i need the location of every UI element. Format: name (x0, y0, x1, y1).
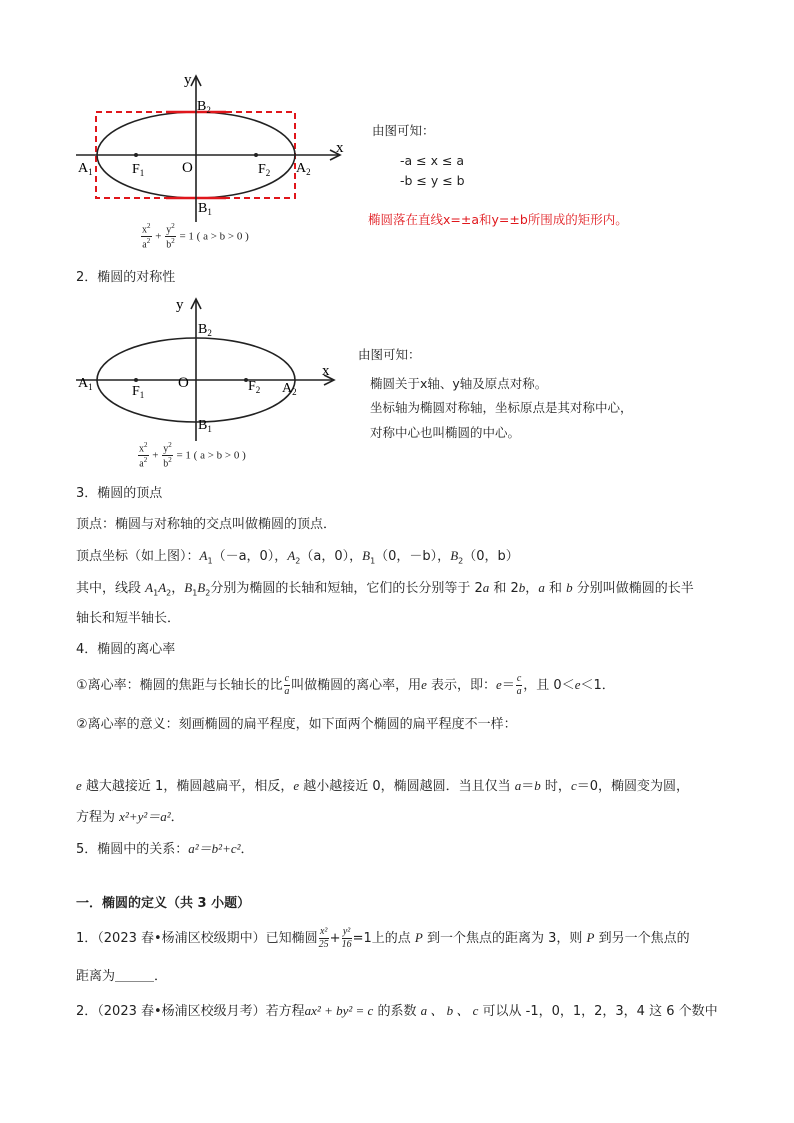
f1-label: $F_1$ (132, 162, 145, 178)
sec4-eccentricity-explain: e 越大越接近 1，椭圆越扁平，相反，e 越小越接近 0，椭圆越圆．当且仅当 a＝b 时，c＝0，椭圆变为圆， (76, 778, 689, 794)
a1-label: $A_1$ (78, 161, 93, 177)
sec3-vertex-coords: 顶点坐标（如上图）：$A_1(-a$，0），$A_2(a$，0），$B_1(0$，－b），$B_2(0$，b） (76, 548, 519, 566)
question-1: 1．（2023 春•杨浦区校级期中）已知椭圆 $\frac{\text{x²}}{25}$ + $\frac{\text{y²}}{16}$ =1上的点 P 到一个焦点的距离为 3，则 P 到另一个焦点的 (76, 926, 690, 950)
ellipse-equation-1: $\frac{x^2}{a^2}$ + $\frac{y^2}{b^2}$ = 1 ( a > b > 0 ) (142, 222, 249, 251)
sec3-axes-desc-cont: 轴长和短半轴长． (76, 611, 181, 626)
b2-label: $B_2$ (197, 99, 211, 115)
symmetry-note-1: 椭圆关于x轴、y轴及原点对称。 (370, 376, 548, 391)
f1-label: $F_1$ (132, 384, 145, 400)
sec3-title: 3．椭圆的顶点 (76, 486, 163, 501)
range-note-y: -b ≤ y ≤ b (400, 173, 465, 188)
a1-label: $A_1$ (78, 376, 93, 392)
symmetry-note-2: 坐标轴为椭圆对称轴，坐标原点是其对称中心， (370, 400, 633, 415)
origin-label: O (182, 160, 193, 176)
ellipse-symmetry-diagram (70, 295, 360, 445)
origin-label: O (178, 375, 189, 391)
x-axis-label: x (322, 363, 330, 379)
part1-heading: 一．椭圆的定义（共 3 小题） (76, 896, 251, 911)
b1-label: $B_1$ (198, 201, 212, 217)
sec4-eccentricity-def: ①离心率：椭圆的焦距与长轴长的比 $\frac{c}{a}$ 叫做椭圆的离心率，用e 表示，即：e＝ $\frac{c}{a}$ ，且 0＜e＜1． (76, 673, 615, 697)
b2-label: $B_2$ (198, 322, 212, 338)
sec3-vertex-def: 顶点：椭圆与对称轴的交点叫做椭圆的顶点． (76, 517, 337, 532)
range-note-red: 椭圆落在直线x=±a和y=±b所围成的矩形内。 (368, 212, 628, 227)
ellipse-equation-2: $\frac{x^2}{a^2}$ + $\frac{y^2}{b^2}$ = 1 ( a > b > 0 ) (139, 441, 246, 470)
sec5-relation: 5．椭圆中的关系：a²＝b²+c²． (76, 841, 254, 857)
y-axis-label: y (184, 72, 192, 88)
question-1-cont: 距离为＿＿＿． (76, 969, 168, 984)
a2-label: $A_2$ (282, 381, 297, 397)
symmetry-note-3: 对称中心也叫椭圆的中心。 (370, 425, 521, 440)
sec3-axes-desc: 其中，线段 $A_1A_2$，$B_1B_2$分别为椭圆的长轴和短轴，它们的长分别等于 2a 和 2b，a 和 b 分别叫做椭圆的长半 (76, 580, 694, 598)
a2-label: $A_2$ (296, 161, 311, 177)
range-note-x: -a ≤ x ≤ a (400, 153, 465, 168)
question-2: 2．（2023 春•杨浦区校级月考）若方程ax² + by² = c 的系数 a 、 b 、 c 可以从 -1，0，1，2，3，4 这 6 个数中 (76, 1003, 718, 1019)
sec4-circle-equation: 方程为 x²+y²＝a²． (76, 809, 184, 825)
sec4-title: 4．椭圆的离心率 (76, 642, 176, 657)
b1-label: $B_1$ (198, 418, 212, 434)
ellipse-symmetry-figure (70, 295, 360, 445)
f2-label: $F_2$ (248, 379, 261, 395)
sec4-eccentricity-meaning: ②离心率的意义：刻画椭圆的扁平程度，如下面两个椭圆的扁平程度不一样： (76, 717, 517, 732)
x-axis-label: x (336, 140, 344, 156)
sec2-title: 2．椭圆的对称性 (76, 270, 176, 285)
y-axis-label: y (176, 297, 184, 313)
symmetry-note-title: 由图可知： (358, 347, 421, 362)
f2-label: $F_2$ (258, 162, 271, 178)
range-note-title: 由图可知： (372, 123, 435, 138)
